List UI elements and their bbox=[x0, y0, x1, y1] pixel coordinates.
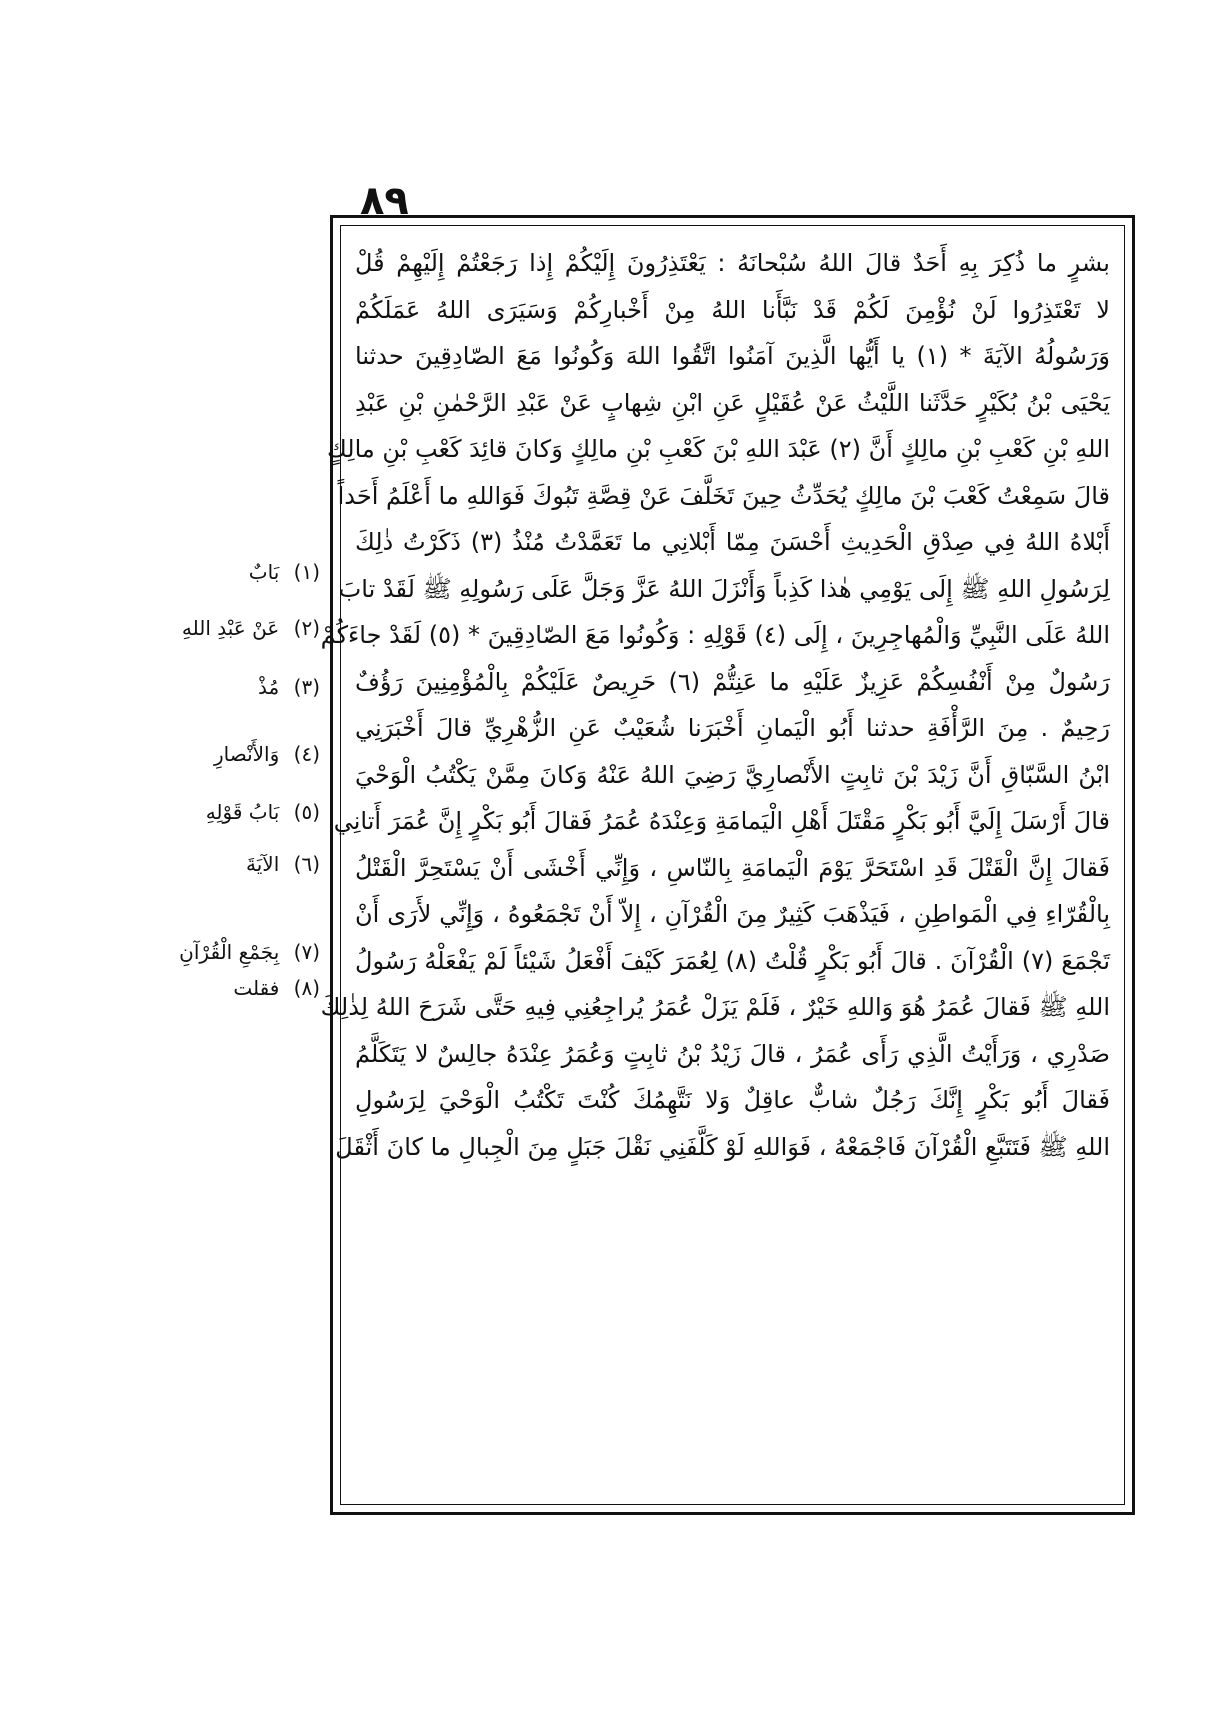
text-line: صَدْرِي ، وَرَأَيْتُ الَّذِي رَأَى عُمَرُ ، قالَ زَيْدُ بْنُ ثابِتٍ وَعُمَرُ عِنْدَهُ جالِسٌ لا يَتَكَلَّمُ bbox=[355, 1039, 1110, 1068]
text-line: أَبْلاهُ اللهُ فِي صِدْقِ الْحَدِيثِ أَحْسَنَ مِمّا أَبْلانِي ما تَعَمَّدْتُ مُنْذُ (٣) ذَكَرْتُ ذٰلِكَ bbox=[355, 528, 1110, 556]
margin-note bbox=[179, 940, 320, 964]
note-number: (٢) bbox=[293, 616, 320, 640]
note-text: بَابُ قَوْلِهِ bbox=[205, 800, 280, 824]
text-line: قالَ سَمِعْتُ كَعْبَ بْنَ مالِكٍ يُحَدِّثُ حِينَ تَخَلَّفَ عَنْ قِصَّةِ تَبُوكَ فَوَاللهِ ما أَعْلَمُ أَحَداً bbox=[337, 481, 1110, 510]
note-text: مُذْ bbox=[258, 675, 280, 699]
text-line: اللهِ ﷺ فَتَتَبَّعِ الْقُرْآنَ فَاجْمَعْهُ ، فَوَاللهِ لَوْ كَلَّفَنِي نَقْلَ جَبَلٍ مِنَ الْجِبالِ ما كانَ أَثْقَلَ bbox=[335, 1132, 1110, 1161]
note-text: وَالأَنْصارِ bbox=[213, 742, 280, 766]
note-text: الآيَةَ bbox=[246, 852, 280, 876]
note-number: (٦) bbox=[293, 852, 320, 876]
margin-note bbox=[182, 616, 320, 640]
note-number: (٨) bbox=[293, 976, 320, 1000]
note-text: عَنْ عَبْدِ اللهِ bbox=[181, 616, 280, 640]
note-number: (٥) bbox=[293, 800, 320, 824]
text-line: فَقالَ أَبُو بَكْرٍ إِنَّكَ رَجُلٌ شابٌّ عاقِلٌ وَلا نَتَّهِمُكَ كُنْتَ تَكْتُبُ الْوَحْيَ لِرَسُولِ bbox=[355, 1086, 1110, 1114]
text-line: ابْنُ السَّبّاقِ أَنَّ زَيْدَ بْنَ ثابِتٍ الأَنْصارِيَّ رَضِيَ اللهُ عَنْهُ وَكانَ مِمَّنْ يَكْتُبُ الْوَحْيَ bbox=[355, 760, 1110, 789]
text-line: لا تَعْتَذِرُوا لَنْ نُؤْمِنَ لَكُمْ قَدْ نَبَّأَنا اللهُ مِنْ أَخْبارِكُمْ وَسَيَرَى اللهُ عَمَلَكُمْ bbox=[355, 295, 1110, 324]
text-line: تَجْمَعَ (٧) الْقُرْآنَ . قالَ أَبُو بَكْرٍ قُلْتُ (٨) لِعُمَرَ كَيْفَ أَفْعَلُ شَيْئاً لَمْ يَفْعَلْهُ رَسُولُ bbox=[355, 946, 1111, 975]
text-line: فَقالَ إِنَّ الْقَتْلَ قَدِ اسْتَحَرَّ يَوْمَ الْيَمامَةِ بِالنّاسِ ، وَإِنِّي أَخْشَى أَنْ يَسْتَحِرَّ الْقَتْلُ bbox=[355, 853, 1110, 882]
note-number: (٣) bbox=[293, 675, 320, 699]
margin-note bbox=[214, 742, 320, 766]
text-line: لِرَسُولِ اللهِ ﷺ إِلَى يَوْمِي هٰذا كَذِباً وَأَنْزَلَ اللهُ عَزَّ وَجَلَّ عَلَى رَسُولِهِ ﷺ لَقَدْ تابَ bbox=[338, 574, 1110, 603]
text-line: قالَ أَرْسَلَ إِلَيَّ أَبُو بَكْرٍ مَقْتَلَ أَهْلِ الْيَمامَةِ وَعِنْدَهُ عُمَرُ فَقالَ أَبُو بَكْرٍ إِنَّ عُمَرَ أَتانِي bbox=[333, 807, 1110, 835]
page-number: ٨٩ bbox=[360, 178, 409, 224]
main-text-block bbox=[320, 240, 1111, 1500]
note-text: فقلت bbox=[233, 976, 280, 1000]
text-line: رَسُولٌ مِنْ أَنْفُسِكُمْ عَزِيزٌ عَلَيْهِ ما عَنِتُّمْ (٦) حَرِيصٌ عَلَيْكُمْ بِالْمُؤْمِنِينَ رَؤُفٌ bbox=[355, 667, 1110, 696]
margin-note bbox=[249, 560, 320, 584]
text-line: اللهُ عَلَى النَّبِيِّ وَالْمُهاجِرِينَ ، إِلَى (٤) قَوْلِهِ : وَكُونُوا مَعَ الصّادِقِينَ * (٥) لَقَدْ جاءَكُمْ bbox=[320, 621, 1110, 649]
text-line: بِالْقُرّاءِ فِي الْمَواطِنِ ، فَيَذْهَبَ كَثِيرٌ مِنَ الْقُرْآنِ ، إِلاّ أَنْ تَجْمَعُوهُ ، وَإِنِّي لأَرَى أَنْ bbox=[355, 900, 1110, 928]
text-line: رَحِيمٌ . مِنَ الرَّأْفَةِ حدثنا أَبُو الْيَمانِ أَخْبَرَنا شُعَيْبٌ عَنِ الزُّهْرِيِّ قالَ أَخْبَرَنِي bbox=[355, 714, 1110, 742]
margin-note bbox=[206, 800, 320, 824]
text-line: بشرٍ ما ذُكِرَ بِهِ أَحَدٌ قالَ اللهُ سُبْحانَهُ : يَعْتَذِرُونَ إِلَيْكُمْ إِذا رَجَعْتُمْ إِلَيْهِمْ قُلْ bbox=[355, 249, 1110, 277]
text-line: اللهِ ﷺ فَقالَ عُمَرُ هُوَ وَاللهِ خَيْرٌ ، فَلَمْ يَزَلْ عُمَرُ يُراجِعُنِي فِيهِ حَتَّى شَرَحَ اللهُ لِذٰلِكَ bbox=[320, 993, 1110, 1021]
note-number: (١) bbox=[293, 560, 320, 584]
note-number: (٤) bbox=[293, 742, 320, 766]
text-line: وَرَسُولُهُ الآيَةَ * (١) يا أَيُّها الَّذِينَ آمَنُوا اتَّقُوا اللهَ وَكُونُوا مَعَ الصّادِقِينَ حدثنا bbox=[355, 342, 1110, 370]
text-line: اللهِ بْنِ كَعْبِ بْنِ مالِكٍ أَنَّ (٢) عَبْدَ اللهِ بْنَ كَعْبِ بْنِ مالِكٍ وَكانَ قائِدَ كَعْبِ بْنِ مالِكٍ bbox=[327, 435, 1110, 463]
note-text: بِجَمْعِ الْقُرْآنِ bbox=[179, 940, 280, 964]
note-number: (٧) bbox=[293, 940, 320, 964]
margin-note bbox=[233, 976, 320, 1000]
text-line: يَحْيَى بْنُ بُكَيْرٍ حَدَّثَنا اللَّيْثُ عَنْ عُقَيْلٍ عَنِ ابْنِ شِهابٍ عَنْ عَبْدِ الرَّحْمٰنِ بْنِ عَبْدِ bbox=[355, 388, 1110, 417]
margin-note bbox=[246, 852, 320, 876]
margin-note bbox=[258, 675, 320, 699]
note-text: بَابٌ bbox=[248, 560, 280, 584]
